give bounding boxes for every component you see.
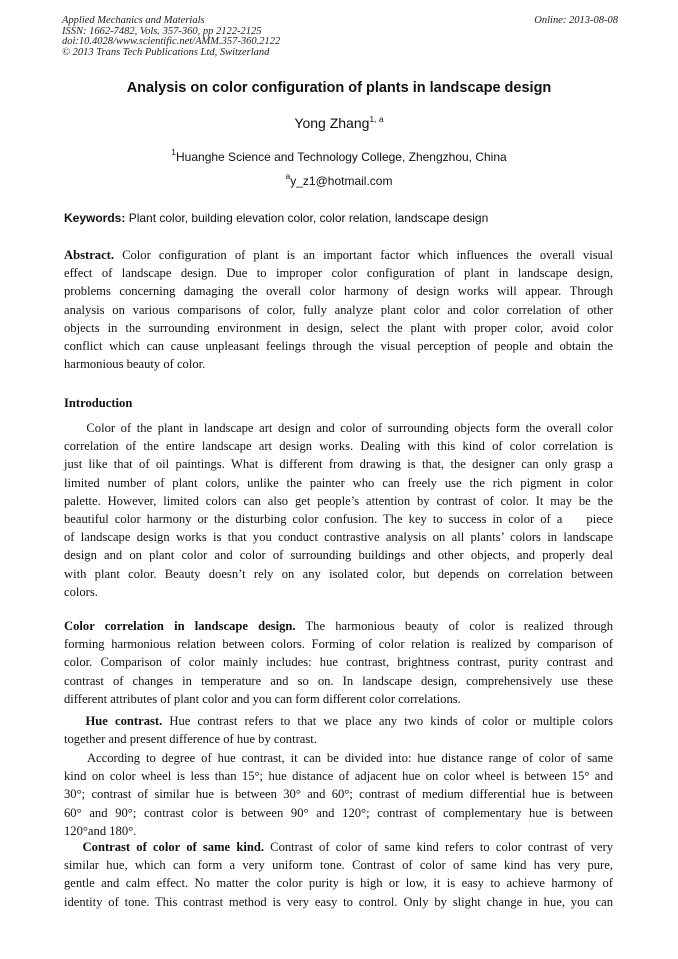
keywords-text: Plant color, building elevation color, color relation, landscape design <box>125 211 489 225</box>
text-line: Color correlation in landscape design. The harmonious beauty of color is realized through <box>64 619 613 633</box>
text-line: Abstract. Color configuration of plant is an important factor which influences the overall visual <box>64 248 613 262</box>
affiliation-superscript: 1 <box>171 147 177 157</box>
journal-name: Applied Mechanics and Materials <box>62 15 205 26</box>
text-line: contrast of changes in temperature and so on. In landscape design, comprehensively use these <box>64 673 613 688</box>
introduction-heading: Introduction <box>64 396 133 410</box>
affiliation-text: Huanghe Science and Technology College, Zhengzhou, China <box>176 150 507 164</box>
introduction-paragraph <box>64 419 613 601</box>
text-line: color. Comparison of color mainly includes: hue contrast, brightness contrast, purity contrast and <box>64 655 613 670</box>
text-line: Contrast of color of same kind. Contrast of color of same kind refers to color contrast of very <box>82 840 613 854</box>
text-line: limited number of plant colors, unlike the painter who can freely use the rich pigment in color <box>64 475 613 490</box>
text-line: analysis on various comparisons of color, fully analyze plant color and color correlation of other <box>64 302 613 317</box>
text-line: palette. However, limited colors can also get people’s attention by contrast of color. It may be the <box>64 493 613 508</box>
text-line: 120°and 180°. <box>64 823 137 838</box>
paper-title: Analysis on color configuration of plants in landscape design <box>126 80 552 96</box>
text-line: of landscape design works is that you conduct contrastive analysis on all plants’ colors in landscape <box>64 530 613 545</box>
author-name: Yong Zhang <box>294 115 370 131</box>
text-line: Color of the plant in landscape art design and color of surrounding objects form the overall color <box>64 421 613 435</box>
text-line: problems concerning damaging the overall color harmony of design works will appear. Through <box>64 284 613 299</box>
text-line: identity of tone. This contrast method is very easy to control. Only by slight change in hue, you can <box>64 894 613 909</box>
affiliation <box>0 147 678 164</box>
text-line: Hue contrast. Hue contrast refers to that we place any two kinds of color or multiple colors <box>85 714 613 728</box>
text-line: with plant color. Beauty doesn’t rely on any isolated color, but depends on correlation between <box>64 566 613 581</box>
color-correlation-paragraph <box>64 617 613 708</box>
text-line: harmonious beauty of color. <box>64 357 206 372</box>
issn-line: ISSN: 1662-7482, Vols. 357-360, pp 2122-2125 <box>62 25 262 37</box>
copyright-line: © 2013 Trans Tech Publications Ltd, Switzerland <box>62 46 270 58</box>
text-line: effect of landscape design. Due to improper color configuration of plant in landscape design, <box>64 266 613 281</box>
author-superscript: 1, a <box>369 114 384 124</box>
email-address[interactable]: y_z1@hotmail.com <box>290 174 393 188</box>
text-line: together and present difference of hue by contrast. <box>64 732 317 747</box>
doi-line: doi:10.4028/www.scientific.net/AMM.357-360.2122 <box>62 36 281 47</box>
text-line: conflict which can cause unpleasant feelings through the visual perception of people and obtain the <box>64 338 613 353</box>
online-date: Online: 2013-08-08 <box>534 15 618 26</box>
email-line <box>0 171 678 188</box>
text-line: different attributes of plant color and you can form different color correlations. <box>64 691 461 706</box>
text-line: beautiful color harmony or the disturbing color confusion. The key to success in color of a piece <box>64 511 613 526</box>
text-line: gentle and calm effect. No matter the color purity is high or low, it is easy to achieve harmony of <box>64 876 613 891</box>
color-correlation-label: Color correlation in landscape design. <box>64 619 296 633</box>
text-line: just like that of oil paintings. What is different from drawing is that, the designer can only grasp a <box>64 457 613 472</box>
keywords <box>64 211 620 225</box>
abstract-paragraph <box>64 246 613 373</box>
same-kind-paragraph <box>64 838 613 911</box>
author-line <box>0 115 678 131</box>
abstract-label: Abstract. <box>64 248 115 262</box>
text-line: similar hue, which can form a very uniform tone. Contrast of color of same kind has very pure, <box>64 858 613 873</box>
hue-contrast-label: Hue contrast. <box>85 714 163 728</box>
text-line: According to degree of hue contrast, it can be divided into: hue distance range of color of same <box>64 751 613 765</box>
text-line: design and on plant color and color of surrounding buildings and other objects, and properly deal <box>64 548 613 563</box>
text-line: colors. <box>64 584 98 599</box>
keywords-label: Keywords: <box>64 211 126 225</box>
text-line: 30°; contrast of similar hue is between 30° and 60°; contrast of medium differential hue is between <box>64 787 613 802</box>
text-line: kind on color wheel is less than 15°; hue distance of adjacent hue on color wheel is between 15° and <box>64 769 613 784</box>
text-line: forming harmonious relation between colors. Forming of color relation is realized by comparison of <box>64 637 613 652</box>
hue-contrast-paragraph <box>64 712 613 748</box>
text-line: 60° and 90°; contrast color is between 90° and 120°; contrast of complementary hue is between <box>64 805 613 820</box>
journal-header <box>62 16 618 58</box>
text-line: objects in the surrounding environment in design, select the plant with proper color, avoid color <box>64 320 613 335</box>
text-line: correlation of the entire landscape art design works. Dealing with this kind of color correlation is <box>64 439 613 454</box>
same-kind-label: Contrast of color of same kind. <box>82 840 264 854</box>
hue-degree-paragraph <box>64 749 613 840</box>
email-superscript: a <box>285 171 291 181</box>
